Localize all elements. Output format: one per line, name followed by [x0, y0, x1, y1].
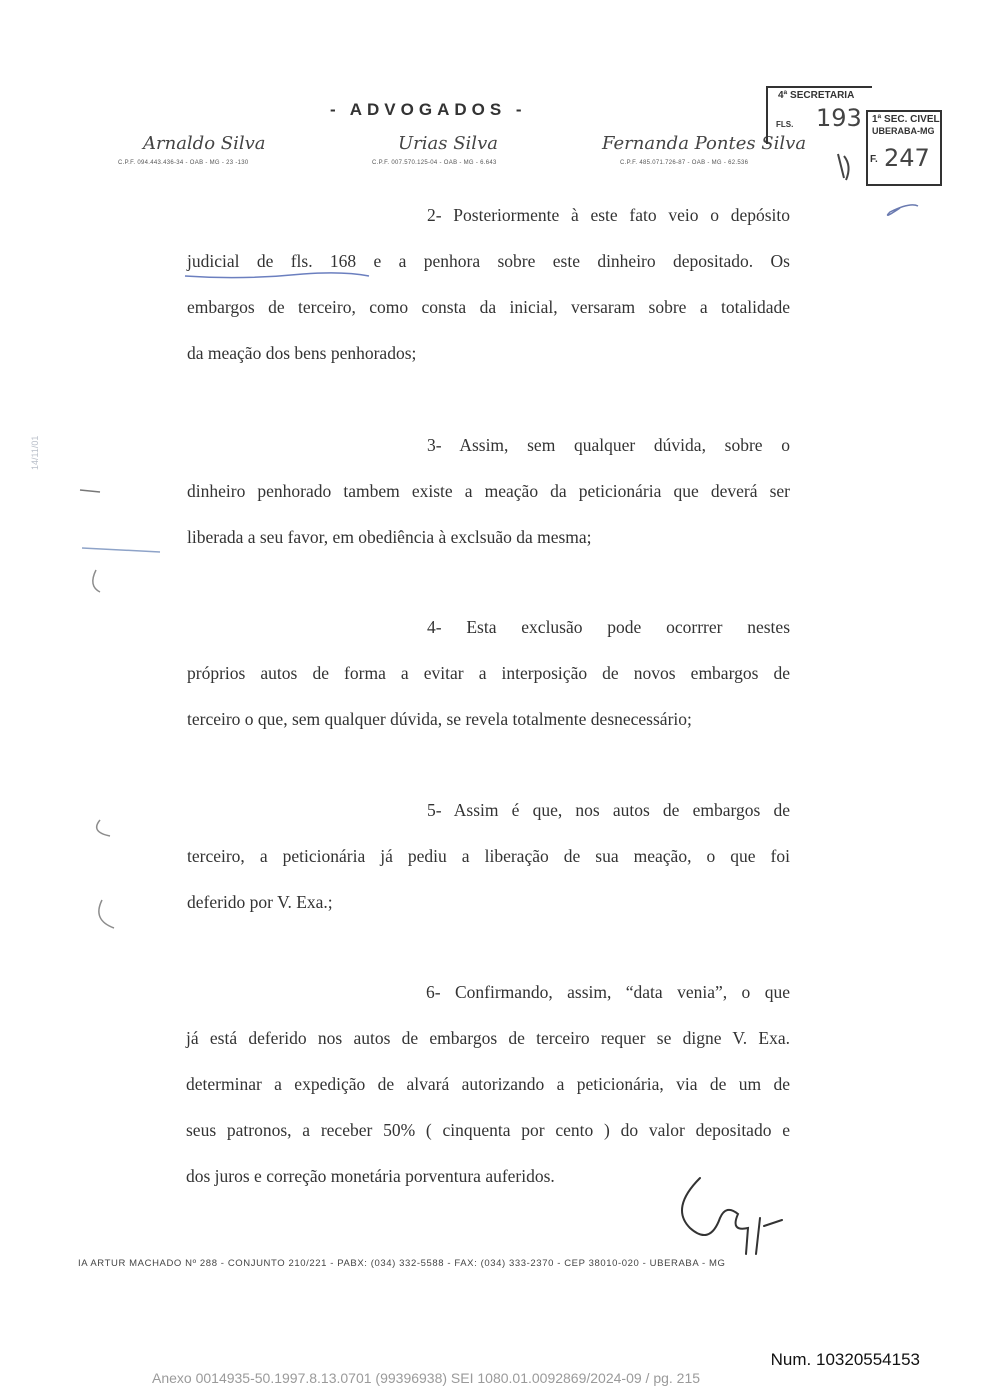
- paragraph-2: [187, 192, 790, 376]
- lawyer-name-3: Fernanda Pontes Silva: [602, 133, 807, 154]
- lawyer-registration-2: C.P.F. 007.570.125-04 - OAB - MG - 6.643: [372, 160, 497, 166]
- paragraph-line: 2- Posteriormente à este fato veio o depósito: [427, 205, 790, 225]
- paragraph-line: liberada a seu favor, em obediência à exclsuão da mesma;: [187, 527, 592, 547]
- lawyer-name-2: Urias Silva: [398, 133, 498, 154]
- paragraph-4: [187, 604, 790, 742]
- footer-address: IA ARTUR MACHADO Nº 288 - CONJUNTO 210/221 - PABX: (034) 332-5588 - FAX: (034) 333-2370 - CEP 38010-020 - UBERABA - MG: [78, 1258, 726, 1269]
- paragraph-line: da meação dos bens penhorados;: [187, 343, 417, 363]
- margin-marks: [70, 470, 180, 950]
- civel-stamp-label: 1ª SEC. CIVEL: [872, 114, 940, 125]
- paragraph-line: dos juros e correção monetária porventura auferidos.: [186, 1166, 555, 1186]
- margin-stamp-text: 14/11/01: [30, 435, 40, 470]
- paragraph-line: deferido por V. Exa.;: [187, 892, 333, 912]
- underline-mark: [183, 268, 373, 282]
- paragraph-line: já está deferido nos autos de embargos de terceiro requer se digne V. Exa.: [186, 1028, 790, 1048]
- document-number: Num. 10320554153: [770, 1350, 920, 1369]
- stamp-scribbles: [830, 150, 940, 230]
- civel-f-label: F.: [870, 154, 878, 165]
- secretaria-stamp-label: 4ª SECRETARIA: [778, 90, 855, 101]
- lawyer-registration-1: C.P.F. 094.443.436-34 - OAB - MG - 23 -130: [118, 160, 249, 166]
- paragraph-5: [187, 787, 790, 925]
- civel-f-value: 247: [884, 144, 930, 172]
- secretaria-fls-value: 193: [816, 104, 862, 132]
- paragraph-line: terceiro, a peticionária já pediu a liberação de sua meação, o que foi: [187, 846, 790, 866]
- lawyer-registration-3: C.P.F. 485.071.726-87 - OAB - MG - 62.536: [620, 160, 749, 166]
- paragraph-line: 6- Confirmando, assim, “data venia”, o que: [426, 982, 790, 1002]
- paragraph-line: próprios autos de forma a evitar a interposição de novos embargos de: [187, 663, 790, 683]
- paragraph-line: 4- Esta exclusão pode ocorrrer nestes: [427, 617, 790, 637]
- lawyer-name-1: Arnaldo Silva: [143, 133, 266, 154]
- paragraph-line: embargos de terceiro, como consta da inicial, versaram sobre a totalidade: [187, 297, 790, 317]
- paragraph-line: judicial de fls. 168 e a penhora sobre este dinheiro depositado. Os: [187, 251, 790, 271]
- paragraph-line: terceiro o que, sem qualquer dúvida, se revela totalmente desnecessário;: [187, 709, 692, 729]
- paragraph-line: determinar a expedição de alvará autorizando a peticionária, via de um de: [186, 1074, 790, 1094]
- paragraph-line: seus patronos, a receber 50% ( cinquenta por cento ) do valor depositado e: [186, 1120, 790, 1140]
- paragraph-line: 5- Assim é que, nos autos de embargos de: [427, 800, 790, 820]
- signature: [660, 1168, 790, 1258]
- annex-reference: Anexo 0014935-50.1997.8.13.0701 (99396938) SEI 1080.01.0092869/2024-09 / pg. 215: [152, 1370, 701, 1386]
- civel-stamp-city: UBERABA-MG: [872, 126, 935, 136]
- secretaria-fls-label: FLS.: [776, 120, 794, 129]
- paragraph-line: 3- Assim, sem qualquer dúvida, sobre o: [427, 435, 790, 455]
- paragraph-line: dinheiro penhorado tambem existe a meação da peticionária que deverá ser: [187, 481, 790, 501]
- letterhead-title: - ADVOGADOS -: [330, 100, 527, 119]
- secretaria-stamp: [766, 86, 872, 144]
- paragraph-6: [186, 969, 790, 1199]
- paragraph-3: [187, 422, 790, 560]
